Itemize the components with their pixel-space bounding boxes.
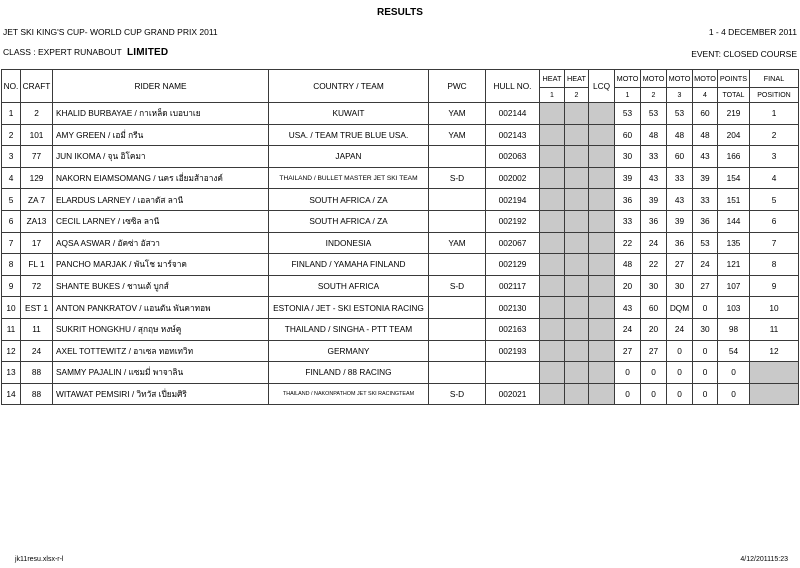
col-moto3: MOTO <box>667 70 693 88</box>
event-type: EVENT: CLOSED COURSE <box>691 49 797 59</box>
cell-heat1 <box>540 318 565 340</box>
cell-points-total: 54 <box>718 340 750 362</box>
cell-hull-no: 002194 <box>486 189 540 211</box>
cell-no: 2 <box>2 124 21 146</box>
cell-final-position: 5 <box>750 189 799 211</box>
table-row <box>2 383 799 405</box>
cell-craft: 72 <box>21 275 53 297</box>
cell-heat1 <box>540 167 565 189</box>
cell-rider-name: ELARDUS LARNEY / เอลาดัส ลานี <box>53 189 269 211</box>
cell-points-total: 151 <box>718 189 750 211</box>
col-final: FINAL <box>750 70 799 88</box>
cell-final-position: 9 <box>750 275 799 297</box>
cell-final-position: 12 <box>750 340 799 362</box>
table-header <box>2 70 799 103</box>
cell-rider-name: WITAWAT PEMSIRI / วิทวัส เปี่ยมศิริ <box>53 383 269 405</box>
cell-country-team: GERMANY <box>269 340 429 362</box>
cell-country-team: THAILAND / BULLET MASTER JET SKI TEAM <box>269 167 429 189</box>
cell-no: 9 <box>2 275 21 297</box>
cell-moto1: 27 <box>615 340 641 362</box>
cell-moto3: 0 <box>667 362 693 384</box>
table-row <box>2 146 799 168</box>
cell-pwc <box>429 318 486 340</box>
cell-hull-no: 002021 <box>486 383 540 405</box>
cell-heat2 <box>565 275 589 297</box>
cell-heat2 <box>565 383 589 405</box>
col-craft: CRAFT <box>21 70 53 103</box>
col-hull-no: HULL NO. <box>486 70 540 103</box>
cell-points-total: 204 <box>718 124 750 146</box>
table-body <box>2 103 799 405</box>
cell-heat2 <box>565 362 589 384</box>
table-row <box>2 232 799 254</box>
cell-heat1 <box>540 189 565 211</box>
cell-final-position: 4 <box>750 167 799 189</box>
cell-moto2: 36 <box>641 210 667 232</box>
cell-craft: 2 <box>21 103 53 125</box>
cell-heat1 <box>540 254 565 276</box>
col-heat1-sub: 1 <box>540 88 565 103</box>
cell-hull-no: 002130 <box>486 297 540 319</box>
col-moto4: MOTO <box>693 70 718 88</box>
col-pwc: PWC <box>429 70 486 103</box>
cell-moto4: 0 <box>693 383 718 405</box>
cell-craft: FL 1 <box>21 254 53 276</box>
cell-lcq <box>589 340 615 362</box>
cell-country-team: SOUTH AFRICA / ZA <box>269 210 429 232</box>
cell-heat1 <box>540 124 565 146</box>
cell-moto1: 53 <box>615 103 641 125</box>
cell-moto4: 43 <box>693 146 718 168</box>
cell-rider-name: KHALID BURBAYAE / กาเหล็ด เบอบาเย <box>53 103 269 125</box>
cell-heat1 <box>540 103 565 125</box>
cell-hull-no: 002067 <box>486 232 540 254</box>
cell-points-total: 135 <box>718 232 750 254</box>
cell-hull-no: 002163 <box>486 318 540 340</box>
cell-craft: 11 <box>21 318 53 340</box>
cell-moto2: 53 <box>641 103 667 125</box>
cell-rider-name: JUN IKOMA / จุน อิโคมา <box>53 146 269 168</box>
cell-no: 14 <box>2 383 21 405</box>
cell-points-total: 0 <box>718 362 750 384</box>
cell-moto3: 53 <box>667 103 693 125</box>
cell-pwc <box>429 210 486 232</box>
cell-moto3: 24 <box>667 318 693 340</box>
cell-heat2 <box>565 210 589 232</box>
col-final-sub: POSITION <box>750 88 799 103</box>
cell-moto1: 48 <box>615 254 641 276</box>
cell-moto3: 60 <box>667 146 693 168</box>
cell-no: 1 <box>2 103 21 125</box>
cell-craft: ZA13 <box>21 210 53 232</box>
cell-heat2 <box>565 124 589 146</box>
cell-hull-no: 002192 <box>486 210 540 232</box>
cell-final-position: 11 <box>750 318 799 340</box>
cell-moto2: 24 <box>641 232 667 254</box>
cell-moto2: 48 <box>641 124 667 146</box>
cell-moto2: 0 <box>641 383 667 405</box>
cell-craft: 88 <box>21 383 53 405</box>
cell-country-team: INDONESIA <box>269 232 429 254</box>
cell-moto1: 30 <box>615 146 641 168</box>
cell-lcq <box>589 146 615 168</box>
cell-moto1: 0 <box>615 362 641 384</box>
cell-heat2 <box>565 318 589 340</box>
cell-country-team: SOUTH AFRICA <box>269 275 429 297</box>
cell-rider-name: ANTON PANKRATOV / แอนตัน พันคาทอพ <box>53 297 269 319</box>
col-moto1: MOTO <box>615 70 641 88</box>
cell-country-team: JAPAN <box>269 146 429 168</box>
cell-lcq <box>589 362 615 384</box>
cell-moto3: 33 <box>667 167 693 189</box>
col-heat2: HEAT <box>565 70 589 88</box>
cell-rider-name: SUKRIT HONGKHU / สุกฤษ หงษ์คู <box>53 318 269 340</box>
class-value: LIMITED <box>126 47 169 58</box>
cell-pwc: YAM <box>429 103 486 125</box>
cell-hull-no: 002144 <box>486 103 540 125</box>
cell-no: 4 <box>2 167 21 189</box>
cell-hull-no: 002143 <box>486 124 540 146</box>
cell-heat1 <box>540 210 565 232</box>
cell-craft: 17 <box>21 232 53 254</box>
cell-moto1: 39 <box>615 167 641 189</box>
cell-moto4: 30 <box>693 318 718 340</box>
cell-no: 12 <box>2 340 21 362</box>
event-name: JET SKI KING'S CUP- WORLD CUP GRAND PRIX 2011 <box>3 27 218 37</box>
cell-country-team: ESTONIA / JET - SKI ESTONIA RACING <box>269 297 429 319</box>
cell-moto1: 20 <box>615 275 641 297</box>
cell-moto4: 0 <box>693 297 718 319</box>
col-points: POINTS <box>718 70 750 88</box>
cell-lcq <box>589 189 615 211</box>
table-row <box>2 124 799 146</box>
table-row <box>2 297 799 319</box>
footer-print-date: 4/12/201115:23 <box>740 556 788 563</box>
cell-rider-name: PANCHO MARJAK / พันโช มาร์จาค <box>53 254 269 276</box>
cell-moto4: 24 <box>693 254 718 276</box>
cell-craft: ZA 7 <box>21 189 53 211</box>
cell-rider-name: AMY GREEN / เอมี่ กรีน <box>53 124 269 146</box>
cell-no: 8 <box>2 254 21 276</box>
table-row <box>2 103 799 125</box>
cell-no: 3 <box>2 146 21 168</box>
page-title: RESULTS <box>377 7 423 18</box>
cell-pwc: S-D <box>429 167 486 189</box>
cell-lcq <box>589 167 615 189</box>
cell-lcq <box>589 383 615 405</box>
cell-country-team: KUWAIT <box>269 103 429 125</box>
cell-points-total: 103 <box>718 297 750 319</box>
cell-pwc <box>429 297 486 319</box>
cell-moto4: 0 <box>693 340 718 362</box>
cell-heat1 <box>540 297 565 319</box>
cell-heat1 <box>540 146 565 168</box>
cell-moto2: 27 <box>641 340 667 362</box>
col-moto2: MOTO <box>641 70 667 88</box>
cell-no: 13 <box>2 362 21 384</box>
table-row <box>2 275 799 297</box>
cell-craft: 129 <box>21 167 53 189</box>
cell-rider-name: AXEL TOTTEWITZ / อาเซล ทอทเทวิท <box>53 340 269 362</box>
cell-points-total: 98 <box>718 318 750 340</box>
cell-heat2 <box>565 189 589 211</box>
cell-moto3: 48 <box>667 124 693 146</box>
cell-moto3: 0 <box>667 383 693 405</box>
cell-heat2 <box>565 297 589 319</box>
cell-moto3: 43 <box>667 189 693 211</box>
cell-heat2 <box>565 232 589 254</box>
cell-heat1 <box>540 383 565 405</box>
cell-moto2: 39 <box>641 189 667 211</box>
cell-craft: 88 <box>21 362 53 384</box>
cell-lcq <box>589 318 615 340</box>
cell-moto1: 0 <box>615 383 641 405</box>
cell-moto4: 36 <box>693 210 718 232</box>
cell-lcq <box>589 254 615 276</box>
cell-pwc: S-D <box>429 383 486 405</box>
cell-no: 5 <box>2 189 21 211</box>
cell-pwc <box>429 254 486 276</box>
cell-moto3: DQM <box>667 297 693 319</box>
cell-final-position: 1 <box>750 103 799 125</box>
col-moto1-sub: 1 <box>615 88 641 103</box>
results-table <box>1 69 799 405</box>
cell-moto1: 60 <box>615 124 641 146</box>
cell-moto4: 60 <box>693 103 718 125</box>
cell-moto4: 53 <box>693 232 718 254</box>
col-points-sub: TOTAL <box>718 88 750 103</box>
cell-no: 10 <box>2 297 21 319</box>
cell-lcq <box>589 124 615 146</box>
cell-points-total: 166 <box>718 146 750 168</box>
cell-moto2: 22 <box>641 254 667 276</box>
cell-rider-name: SHANTE BUKES / ชานเต้ บูกส์ <box>53 275 269 297</box>
cell-moto4: 33 <box>693 189 718 211</box>
cell-no: 11 <box>2 318 21 340</box>
cell-final-position: 10 <box>750 297 799 319</box>
cell-lcq <box>589 297 615 319</box>
class-line <box>3 47 168 58</box>
cell-pwc <box>429 189 486 211</box>
cell-country-team: THAILAND / NAKONPATHOM JET SKI RACINGTEAM <box>269 383 429 405</box>
cell-country-team: SOUTH AFRICA / ZA <box>269 189 429 211</box>
cell-lcq <box>589 275 615 297</box>
table-row <box>2 254 799 276</box>
cell-moto3: 27 <box>667 254 693 276</box>
cell-points-total: 144 <box>718 210 750 232</box>
cell-rider-name: NAKORN EIAMSOMANG / นคร เอี่ยมส้าอางค์ <box>53 167 269 189</box>
cell-moto2: 43 <box>641 167 667 189</box>
cell-country-team: FINLAND / YAMAHA FINLAND <box>269 254 429 276</box>
cell-heat2 <box>565 103 589 125</box>
cell-hull-no: 002129 <box>486 254 540 276</box>
table-row <box>2 318 799 340</box>
cell-moto1: 22 <box>615 232 641 254</box>
cell-hull-no: 002063 <box>486 146 540 168</box>
cell-moto1: 24 <box>615 318 641 340</box>
cell-final-position: 3 <box>750 146 799 168</box>
cell-craft: EST 1 <box>21 297 53 319</box>
cell-hull-no <box>486 362 540 384</box>
cell-moto1: 43 <box>615 297 641 319</box>
cell-moto3: 39 <box>667 210 693 232</box>
table-row <box>2 189 799 211</box>
cell-heat1 <box>540 362 565 384</box>
cell-points-total: 219 <box>718 103 750 125</box>
cell-pwc: YAM <box>429 232 486 254</box>
cell-heat2 <box>565 340 589 362</box>
col-heat2-sub: 2 <box>565 88 589 103</box>
cell-heat2 <box>565 167 589 189</box>
cell-pwc <box>429 146 486 168</box>
table-row <box>2 362 799 384</box>
cell-hull-no: 002117 <box>486 275 540 297</box>
cell-pwc <box>429 340 486 362</box>
cell-moto2: 33 <box>641 146 667 168</box>
cell-final-position: 8 <box>750 254 799 276</box>
cell-rider-name: AQSA ASWAR / อัคซ่า อัสวา <box>53 232 269 254</box>
cell-final-position: 6 <box>750 210 799 232</box>
cell-hull-no: 002193 <box>486 340 540 362</box>
cell-heat2 <box>565 254 589 276</box>
cell-lcq <box>589 103 615 125</box>
col-moto3-sub: 3 <box>667 88 693 103</box>
cell-lcq <box>589 232 615 254</box>
footer-filename: jk11resu.xlsx-r-l <box>15 556 64 563</box>
col-rider-name: RIDER NAME <box>53 70 269 103</box>
cell-heat1 <box>540 275 565 297</box>
col-country-team: COUNTRY / TEAM <box>269 70 429 103</box>
cell-points-total: 0 <box>718 383 750 405</box>
class-label: CLASS : EXPERT RUNABOUT <box>3 47 122 57</box>
cell-points-total: 107 <box>718 275 750 297</box>
col-moto2-sub: 2 <box>641 88 667 103</box>
cell-moto3: 36 <box>667 232 693 254</box>
cell-moto2: 20 <box>641 318 667 340</box>
cell-moto2: 30 <box>641 275 667 297</box>
cell-country-team: USA. / TEAM TRUE BLUE USA. <box>269 124 429 146</box>
cell-rider-name: CECIL LARNEY / เซซิล ลานี <box>53 210 269 232</box>
cell-points-total: 154 <box>718 167 750 189</box>
cell-heat1 <box>540 340 565 362</box>
cell-heat2 <box>565 146 589 168</box>
cell-craft: 77 <box>21 146 53 168</box>
cell-rider-name: SAMMY PAJALIN / แซมมี่ พาจาลิน <box>53 362 269 384</box>
cell-pwc: S-D <box>429 275 486 297</box>
cell-pwc <box>429 362 486 384</box>
col-moto4-sub: 4 <box>693 88 718 103</box>
cell-country-team: FINLAND / 88 RACING <box>269 362 429 384</box>
cell-pwc: YAM <box>429 124 486 146</box>
cell-points-total: 121 <box>718 254 750 276</box>
cell-craft: 24 <box>21 340 53 362</box>
cell-moto4: 39 <box>693 167 718 189</box>
table-row <box>2 210 799 232</box>
table-row <box>2 340 799 362</box>
cell-final-position: 7 <box>750 232 799 254</box>
cell-hull-no: 002002 <box>486 167 540 189</box>
cell-moto2: 60 <box>641 297 667 319</box>
cell-moto1: 33 <box>615 210 641 232</box>
cell-moto3: 30 <box>667 275 693 297</box>
cell-moto4: 0 <box>693 362 718 384</box>
cell-moto2: 0 <box>641 362 667 384</box>
col-heat1: HEAT <box>540 70 565 88</box>
cell-craft: 101 <box>21 124 53 146</box>
cell-final-position: 2 <box>750 124 799 146</box>
cell-heat1 <box>540 232 565 254</box>
cell-moto4: 48 <box>693 124 718 146</box>
cell-country-team: THAILAND / SINGHA - PTT TEAM <box>269 318 429 340</box>
cell-moto4: 27 <box>693 275 718 297</box>
col-lcq: LCQ <box>589 70 615 103</box>
cell-lcq <box>589 210 615 232</box>
event-dates: 1 - 4 DECEMBER 2011 <box>708 27 797 37</box>
cell-no: 6 <box>2 210 21 232</box>
cell-moto1: 36 <box>615 189 641 211</box>
cell-final-position <box>750 362 799 384</box>
cell-final-position <box>750 383 799 405</box>
table-row <box>2 167 799 189</box>
cell-moto3: 0 <box>667 340 693 362</box>
col-no: NO. <box>2 70 21 103</box>
cell-no: 7 <box>2 232 21 254</box>
